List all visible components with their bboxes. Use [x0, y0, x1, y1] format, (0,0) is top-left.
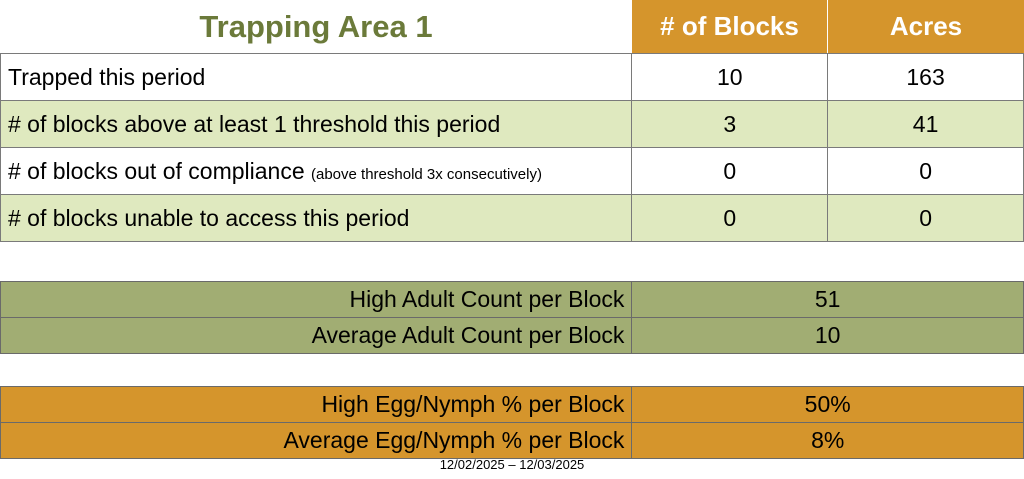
row-label: # of blocks above at least 1 threshold this period [1, 101, 632, 148]
trapping-summary-table [0, 53, 1024, 242]
table-row [1, 148, 1024, 195]
column-header-blocks: # of Blocks [632, 0, 828, 53]
acres-value: 41 [828, 101, 1024, 148]
blocks-value: 10 [632, 54, 828, 101]
table-row [1, 423, 1024, 459]
table-row [1, 282, 1024, 318]
stat-value: 51 [632, 282, 1024, 318]
stat-label: Average Egg/Nymph % per Block [1, 423, 632, 459]
table-row [1, 195, 1024, 242]
acres-value: 0 [828, 195, 1024, 242]
adult-count-table [0, 281, 1024, 354]
row-label: Trapped this period [1, 54, 632, 101]
blocks-value: 0 [632, 195, 828, 242]
stat-value: 10 [632, 318, 1024, 354]
row-label: # of blocks unable to access this period [1, 195, 632, 242]
acres-value: 163 [828, 54, 1024, 101]
table-row [1, 318, 1024, 354]
blocks-value: 0 [632, 148, 828, 195]
blocks-value: 3 [632, 101, 828, 148]
row-note: (above threshold 3x consecutively) [311, 165, 542, 183]
row-label: # of blocks out of compliance (above threshold 3x consecutively) [1, 148, 632, 195]
date-range: 12/02/2025 – 12/03/2025 [439, 457, 585, 472]
stat-label: High Adult Count per Block [1, 282, 632, 318]
stat-label: High Egg/Nymph % per Block [1, 387, 632, 423]
page-title: Trapping Area 1 [199, 8, 433, 44]
acres-value: 0 [828, 148, 1024, 195]
table-row [1, 387, 1024, 423]
table-row [1, 101, 1024, 148]
stat-value: 8% [632, 423, 1024, 459]
egg-nymph-table [0, 386, 1024, 459]
table-row [1, 54, 1024, 101]
stat-label: Average Adult Count per Block [1, 318, 632, 354]
stat-value: 50% [632, 387, 1024, 423]
column-header-acres: Acres [828, 0, 1024, 53]
